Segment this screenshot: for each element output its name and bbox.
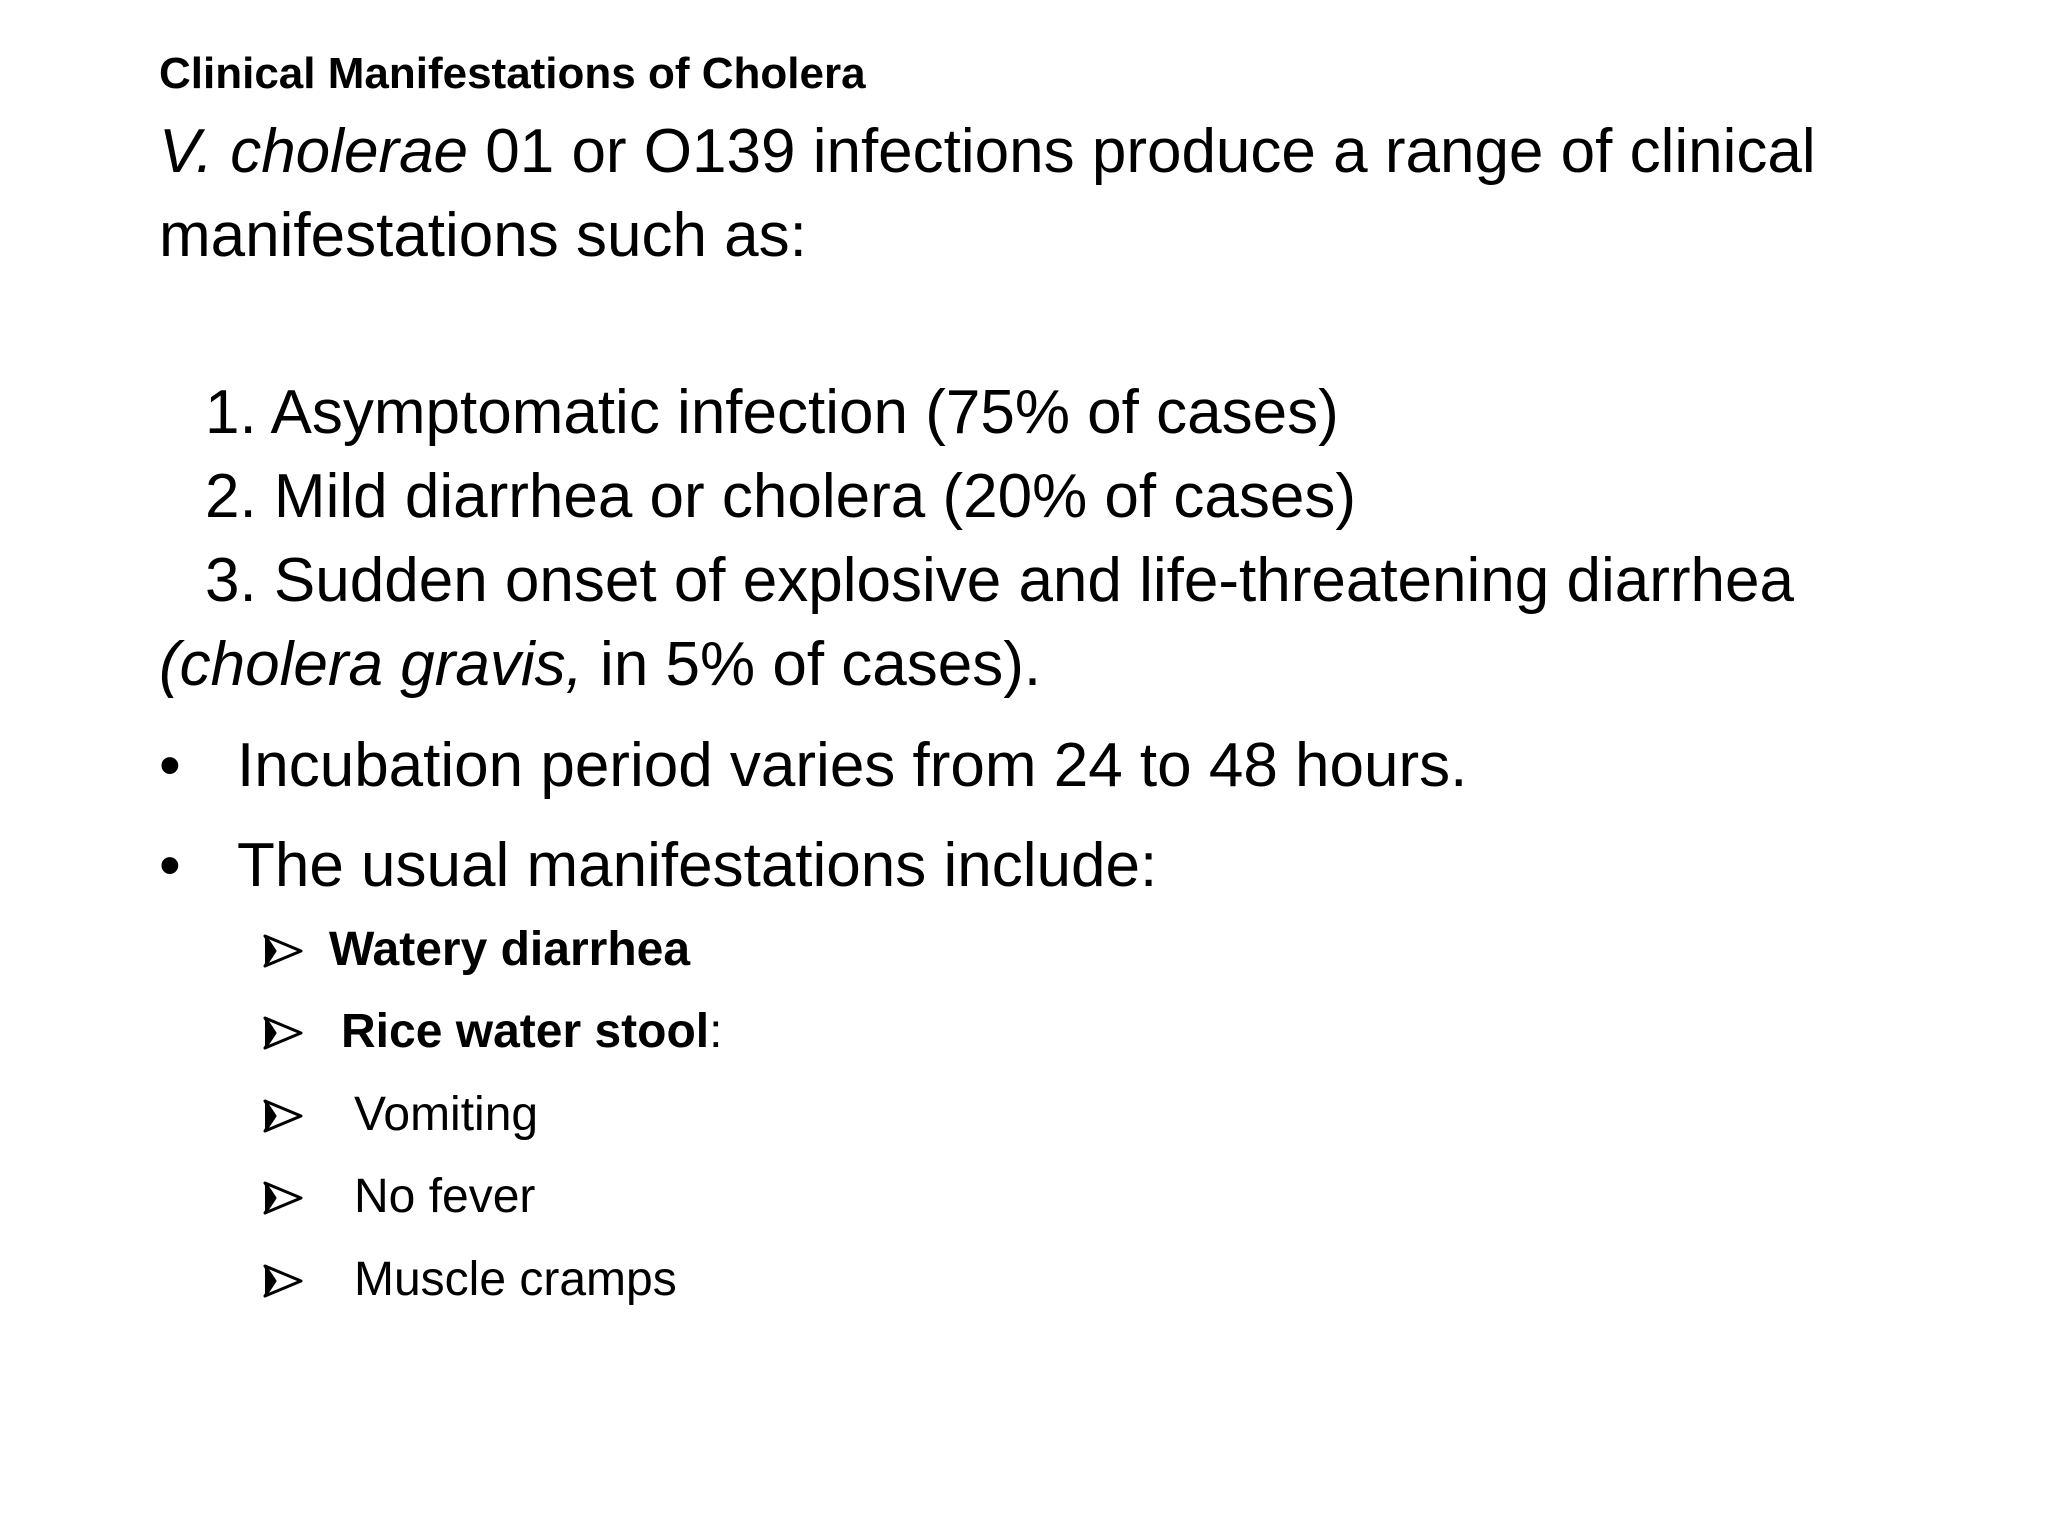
continuation-text: in 5% of cases). bbox=[582, 630, 1042, 699]
sub-item-text: Watery diarrhea bbox=[329, 923, 691, 976]
numbered-item-3: 3. Sudden onset of explosive and life-threatening diarrhea bbox=[205, 546, 1794, 615]
slide-title: Clinical Manifestations of Cholera bbox=[159, 49, 866, 98]
intro-paragraph bbox=[159, 110, 1959, 278]
arrow-bullet-icon bbox=[263, 934, 303, 968]
species-name: V. cholerae bbox=[159, 117, 469, 186]
sub-item-text: Muscle cramps bbox=[354, 1253, 677, 1306]
cholera-gravis-term: (cholera gravis, bbox=[159, 630, 583, 699]
numbered-item-1: 1. Asymptomatic infection (75% of cases) bbox=[205, 378, 1339, 447]
arrow-bullet-icon bbox=[263, 1264, 303, 1298]
bullet-text: Incubation period varies from 24 to 48 hours. bbox=[237, 731, 1468, 800]
bullet-dot-icon: • bbox=[159, 831, 181, 900]
arrow-bullet-icon bbox=[263, 1181, 303, 1215]
sub-item-text: No fever bbox=[354, 1170, 536, 1223]
intro-text: 01 or O139 infections produce a range of clinical manifestations such as: bbox=[159, 117, 1816, 270]
sub-item-text: Vomiting bbox=[354, 1088, 539, 1141]
sub-item-text: Rice water stool bbox=[341, 1005, 710, 1058]
numbered-item-3-continuation bbox=[159, 623, 1041, 707]
sub-item-suffix: : bbox=[709, 1005, 723, 1058]
numbered-item-2: 2. Mild diarrhea or cholera (20% of cases) bbox=[205, 462, 1356, 531]
arrow-bullet-icon bbox=[263, 1016, 303, 1050]
sub-item-text-group bbox=[341, 1002, 722, 1062]
arrow-bullet-icon bbox=[263, 1099, 303, 1133]
bullet-text: The usual manifestations include: bbox=[237, 831, 1158, 900]
bullet-dot-icon: • bbox=[159, 731, 181, 800]
